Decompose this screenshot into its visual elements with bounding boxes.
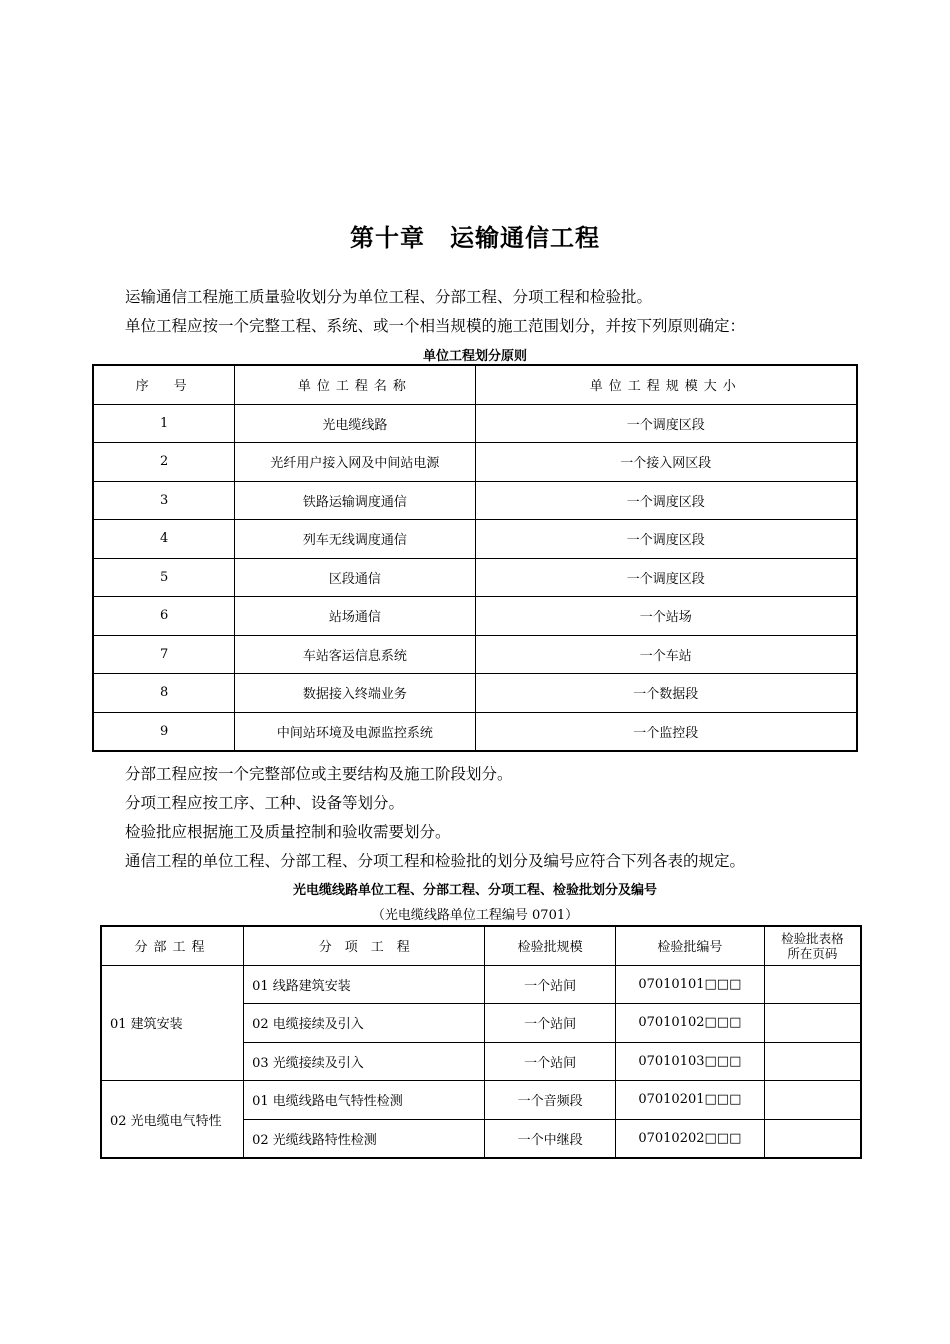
cell-unit-scale: 一个车站 (475, 635, 857, 674)
body-paragraph-3: 分部工程应按一个完整部位或主要结构及施工阶段划分。 (125, 765, 513, 783)
intro-paragraph-2: 单位工程应按一个完整工程、系统、或一个相当规模的施工范围划分，并按下列原则确定： (125, 317, 746, 335)
cell-batch-code: 07010103□□□ (615, 1042, 764, 1081)
cell-unit-name: 列车无线调度通信 (235, 520, 475, 559)
cell-unit-scale: 一个调度区段 (475, 520, 857, 559)
cell-batch-scale: 一个站间 (485, 1004, 616, 1043)
intro-paragraph-1: 运输通信工程施工质量验收划分为单位工程、分部工程、分项工程和检验批。 (125, 288, 653, 306)
header-form-page: 检验批表格 所在页码 (764, 926, 861, 965)
division-numbering-table (100, 925, 862, 1159)
cell-unit-name: 数据接入终端业务 (235, 674, 475, 713)
header-batch-scale: 检验批规模 (485, 926, 616, 965)
table-row (93, 520, 857, 559)
table-row (93, 404, 857, 443)
cell-batch-code: 07010201□□□ (615, 1081, 764, 1120)
cell-unit-scale: 一个站场 (475, 597, 857, 636)
cell-batch-code: 07010102□□□ (615, 1004, 764, 1043)
cell-batch-code: 07010202□□□ (615, 1119, 764, 1158)
table-row (93, 597, 857, 636)
cell-sub-item: 02 电缆接续及引入 (244, 1004, 485, 1043)
cell-unit-scale: 一个调度区段 (475, 558, 857, 597)
cell-batch-scale: 一个音频段 (485, 1081, 616, 1120)
cell-index: 5 (93, 558, 235, 597)
cell-unit-name: 光纤用户接入网及中间站电源 (235, 443, 475, 482)
cell-form-page (764, 1119, 861, 1158)
table-header-row (93, 365, 857, 404)
cell-index: 9 (93, 712, 235, 751)
cell-sub-item: 02 光缆线路特性检测 (244, 1119, 485, 1158)
cell-index: 6 (93, 597, 235, 636)
cell-division: 01 建筑安装 (101, 965, 244, 1081)
cell-batch-scale: 一个站间 (485, 1042, 616, 1081)
cell-form-page (764, 1042, 861, 1081)
cell-batch-scale: 一个站间 (485, 965, 616, 1004)
cell-batch-code: 07010101□□□ (615, 965, 764, 1004)
cell-index: 4 (93, 520, 235, 559)
cell-unit-name: 站场通信 (235, 597, 475, 636)
table-row (101, 1081, 861, 1120)
cell-division: 02 光电缆电气特性 (101, 1081, 244, 1159)
unit-division-table (92, 364, 858, 752)
header-unit-name: 单位工程名称 (235, 365, 475, 404)
cell-unit-scale: 一个接入网区段 (475, 443, 857, 482)
division-table-subcaption: （光电缆线路单位工程编号 0701） (371, 908, 579, 923)
header-sub-item: 分 项 工 程 (244, 926, 485, 965)
header-index: 序 号 (93, 365, 235, 404)
division-table-caption: 光电缆线路单位工程、分部工程、分项工程、检验批划分及编号 (292, 883, 657, 898)
table-row (93, 443, 857, 482)
header-unit-scale: 单位工程规模大小 (475, 365, 857, 404)
chapter-title: 第十章 运输通信工程 (350, 224, 600, 252)
table-row (93, 481, 857, 520)
cell-index: 3 (93, 481, 235, 520)
cell-sub-item: 01 线路建筑安装 (244, 965, 485, 1004)
body-paragraph-6: 通信工程的单位工程、分部工程、分项工程和检验批的划分及编号应符合下列各表的规定。 (125, 852, 746, 870)
cell-index: 2 (93, 443, 235, 482)
cell-sub-item: 01 电缆线路电气特性检测 (244, 1081, 485, 1120)
table-row (101, 965, 861, 1004)
header-batch-code: 检验批编号 (615, 926, 764, 965)
cell-form-page (764, 1004, 861, 1043)
cell-unit-scale: 一个调度区段 (475, 404, 857, 443)
body-paragraph-4: 分项工程应按工序、工种、设备等划分。 (125, 794, 405, 812)
table-row (93, 558, 857, 597)
cell-unit-name: 中间站环境及电源监控系统 (235, 712, 475, 751)
table-row (93, 674, 857, 713)
unit-table-caption: 单位工程划分原则 (422, 349, 527, 364)
cell-unit-scale: 一个调度区段 (475, 481, 857, 520)
body-paragraph-5: 检验批应根据施工及质量控制和验收需要划分。 (125, 823, 451, 841)
cell-form-page (764, 965, 861, 1004)
table-header-row (101, 926, 861, 965)
cell-batch-scale: 一个中继段 (485, 1119, 616, 1158)
cell-unit-name: 车站客运信息系统 (235, 635, 475, 674)
cell-index: 8 (93, 674, 235, 713)
cell-unit-name: 区段通信 (235, 558, 475, 597)
cell-sub-item: 03 光缆接续及引入 (244, 1042, 485, 1081)
cell-unit-scale: 一个监控段 (475, 712, 857, 751)
cell-unit-name: 光电缆线路 (235, 404, 475, 443)
cell-index: 7 (93, 635, 235, 674)
cell-form-page (764, 1081, 861, 1120)
table-row (93, 635, 857, 674)
cell-index: 1 (93, 404, 235, 443)
cell-unit-name: 铁路运输调度通信 (235, 481, 475, 520)
header-division: 分部工程 (101, 926, 244, 965)
cell-unit-scale: 一个数据段 (475, 674, 857, 713)
table-row (93, 712, 857, 751)
